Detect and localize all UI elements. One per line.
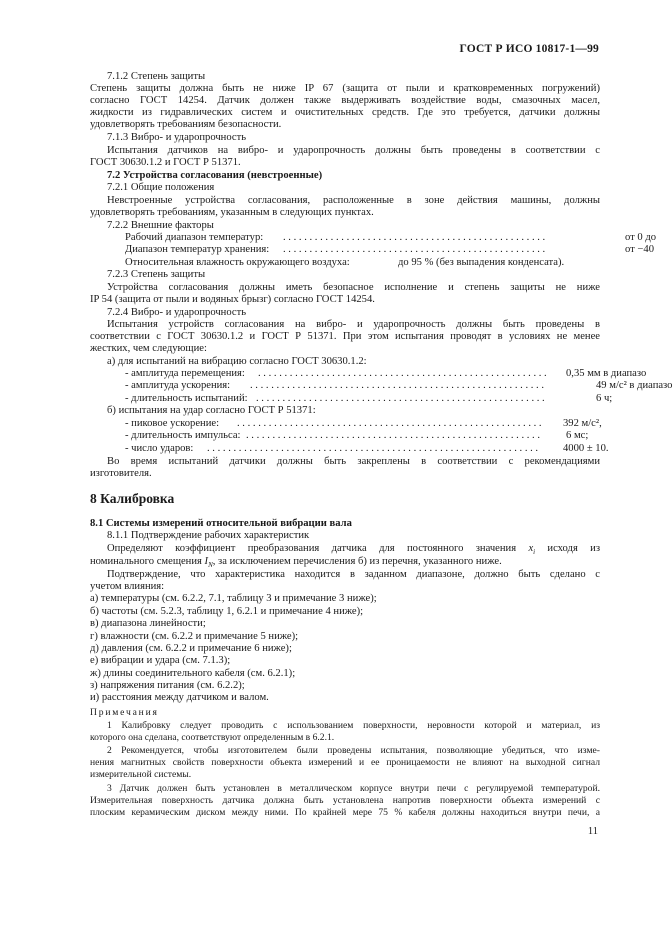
paragraph-line: Устройства согласования должны иметь безопасное исполнение и степень защиты не ниже (107, 282, 600, 293)
page-number: 11 (587, 826, 598, 837)
paragraph-line: Степень защиты должна быть не ниже IP 67 (защита от пыли и кратковременных погружений) (90, 83, 600, 94)
list-item: д) давления (см. 6.2.2 и примечание 6 ниже); (90, 643, 292, 654)
paragraph-line: Испытания устройств согласования на вибро- и ударопрочность должны быть проведены в (107, 319, 600, 330)
note-line: Измерительная поверхность датчика должна быть установлена напротив поверхности объекта измерений с (90, 795, 600, 806)
vib-displacement-value: 0,35 мм в диапазо (566, 368, 647, 379)
vib-duration-label: - длительность испытаний: (125, 393, 248, 404)
list-item: е) вибрации и удара (см. 7.1.3); (90, 655, 231, 666)
paragraph-line: жидкости из гидравлических систем и очистительных средств. Где это требуется, датчики должны (90, 107, 600, 118)
paragraph-line: Испытания датчиков на вибро- и ударопрочность должны быть проведены в соответствии с (107, 145, 600, 156)
section-title-8: 8 Калибровка (90, 491, 175, 506)
subsection-title-7-2-3: 7.2.3 Степень защиты (107, 269, 206, 280)
paragraph-line: удовлетворять требованиям, указанным в следующих пунктах. (90, 207, 374, 218)
note-line: нения магнитных свойств поверхности объекта измерений и ее проницаемости не влияют на выходной сигнал (90, 757, 600, 768)
section-title-7-2: 7.2 Устройства согласования (невстроенные) (107, 170, 323, 181)
math-variable: I (204, 556, 209, 567)
subsection-title-7-1-3: 7.1.3 Вибро- и ударопрочность (107, 132, 247, 143)
paragraph-line: соответствии с ГОСТ 30630.1.2 и ГОСТ Р 51371. При этом испытания проводят в условиях не менее (90, 331, 600, 342)
dot-leader: . . . . . . . . . . . . . . . . . . . . . . . . . . . . . . . . . . . . . . . . . . . . . . . . . . (283, 244, 546, 255)
list-item-a: а) для испытаний на вибрацию согласно ГОСТ 30630.1.2: (107, 356, 367, 367)
text-fragment: исходя из (535, 543, 601, 554)
subsection-title-7-1-2: 7.1.2 Степень защиты (107, 71, 206, 82)
shock-duration-label: - длительность импульса: (125, 430, 241, 441)
operating-temperature-value: от 0 до (625, 232, 657, 243)
subsection-title-8-1-1: 8.1.1 Подтверждение рабочих характеристик (107, 530, 310, 541)
text-fragment: , за исключением перечисления б) из перечня, указанного ниже. (212, 556, 502, 567)
notes-title: Примечания (90, 707, 159, 718)
subsection-title-7-2-1: 7.2.1 Общие положения (107, 182, 215, 193)
vib-displacement-label: - амплитуда перемещения: (125, 368, 245, 379)
note-line: плоским керамическим диском между ними. По крайней мере 75 % кабеля должны находиться внутри печи, а (90, 807, 600, 818)
paragraph-line: изготовителя. (90, 468, 152, 479)
dot-leader: . . . . . . . . . . . . . . . . . . . . . . . . . . . . . . . . . . . . . . . . . . . . . . . . . . (283, 232, 546, 243)
vib-acceleration-label: - амплитуда ускорения: (125, 380, 231, 391)
note-line: 3 Датчик должен быть установлен в металлическом корпусе внутри печи с регулируемой температурой. (107, 783, 600, 794)
paragraph-line: удовлетворять требованиям безопасности. (90, 119, 282, 130)
text-fragment: номинального смещения (90, 556, 205, 567)
paragraph-line: Невстроенные устройства согласования, расположенные в зоне действия машины, должны (107, 195, 600, 206)
operating-temperature-label: Рабочий диапазон температур: (125, 232, 264, 243)
note-line: 1 Калибровку следует проводить с использованием поверхности, неровности которой и материал, из (107, 720, 600, 731)
paragraph-line: ГОСТ 30630.1.2 и ГОСТ Р 51371. (90, 157, 241, 168)
humidity-label: Относительная влажность окружающего воздуха: (125, 257, 350, 268)
dot-leader: . . . . . . . . . . . . . . . . . . . . . . . . . . . . . . . . . . . . . . . . . . . . . . . . . . . . . . . . . . (237, 418, 542, 429)
shock-duration-value: 6 мс; (566, 430, 589, 441)
list-item: а) температуры (см. 6.2.2, 7.1, таблицу 3 и примечание 3 ниже); (90, 593, 377, 604)
text-fragment: Определяют коэффициент преобразования датчика для постоянного значения (107, 543, 529, 554)
vib-acceleration-value: 49 м/с² в диапазо (596, 380, 672, 391)
section-title-8-1: 8.1 Системы измерений относительной вибрации вала (90, 518, 352, 529)
note-line: 2 Рекомендуется, чтобы изготовителем были проведены испытания, позволяющие убедиться, что изме- (107, 745, 600, 756)
note-line: которого она сделана, соответствуют определенным в 6.2.1. (90, 732, 335, 743)
list-item: в) диапазона линейности; (90, 618, 206, 629)
list-item: г) влажности (см. 6.2.2 и примечание 5 ниже); (90, 631, 299, 642)
paragraph-line: IP 54 (защита от пыли и водяных брызг) согласно ГОСТ 14254. (90, 294, 375, 305)
page-header: ГОСТ Р ИСО 10817-1—99 (459, 43, 599, 55)
shock-count-label: - число ударов: (125, 443, 194, 454)
paragraph-line: согласно ГОСТ 14254. Датчик должен также выдерживать воздействие воды, смазочных масел, (90, 95, 600, 106)
dot-leader: . . . . . . . . . . . . . . . . . . . . . . . . . . . . . . . . . . . . . . . . . . . . . . . . . . . . . . . (256, 393, 545, 404)
list-item: и) расстояния между датчиком и валом. (90, 692, 269, 703)
dot-leader: . . . . . . . . . . . . . . . . . . . . . . . . . . . . . . . . . . . . . . . . . . . . . . . . . . . . . . . . . . . . . . . (207, 443, 539, 454)
paragraph-line: Подтверждение, что характеристика находится в заданном диапазоне, должно быть сделано с (107, 569, 600, 580)
paragraph-line: учетом влияния: (90, 581, 165, 592)
math-subscript: i (533, 548, 536, 557)
list-item: з) напряжения питания (см. 6.2.2); (90, 680, 245, 691)
storage-temperature-value: от −40 (625, 244, 655, 255)
paragraph-line: Во время испытаний датчики должны быть закреплены в соответствии с рекомендациями (107, 456, 600, 467)
math-subscript: N (208, 561, 213, 570)
math-variable: x (528, 543, 534, 554)
shock-count-value: 4000 ± 10. (563, 443, 609, 454)
list-item: б) частоты (см. 5.2.3, таблицу 1, 6.2.1 и примечание 4 ниже); (90, 606, 364, 617)
shock-peak-value: 392 м/с², (563, 418, 602, 429)
dot-leader: . . . . . . . . . . . . . . . . . . . . . . . . . . . . . . . . . . . . . . . . . . . . . . . . . . . . . . . . (246, 430, 540, 441)
humidity-value: до 95 % (без выпадения конденсата). (398, 257, 565, 268)
dot-leader: . . . . . . . . . . . . . . . . . . . . . . . . . . . . . . . . . . . . . . . . . . . . . . . . . . . . . . . . (250, 380, 544, 391)
dot-leader: . . . . . . . . . . . . . . . . . . . . . . . . . . . . . . . . . . . . . . . . . . . . . . . . . . . . . . . (258, 368, 547, 379)
list-item: ж) длины соединительного кабеля (см. 6.2.1); (90, 668, 296, 679)
list-item-b: б) испытания на удар согласно ГОСТ Р 51371: (107, 405, 316, 416)
shock-peak-label: - пиковое ускорение: (125, 418, 220, 429)
vib-duration-value: 6 ч; (596, 393, 613, 404)
note-line: измерительной системы. (90, 769, 192, 780)
subsection-title-7-2-4: 7.2.4 Вибро- и ударопрочность (107, 307, 247, 318)
subsection-title-7-2-2: 7.2.2 Внешние факторы (107, 220, 214, 231)
storage-temperature-label: Диапазон температур хранения: (125, 244, 270, 255)
paragraph-line: жестких, чем следующие: (90, 343, 207, 354)
